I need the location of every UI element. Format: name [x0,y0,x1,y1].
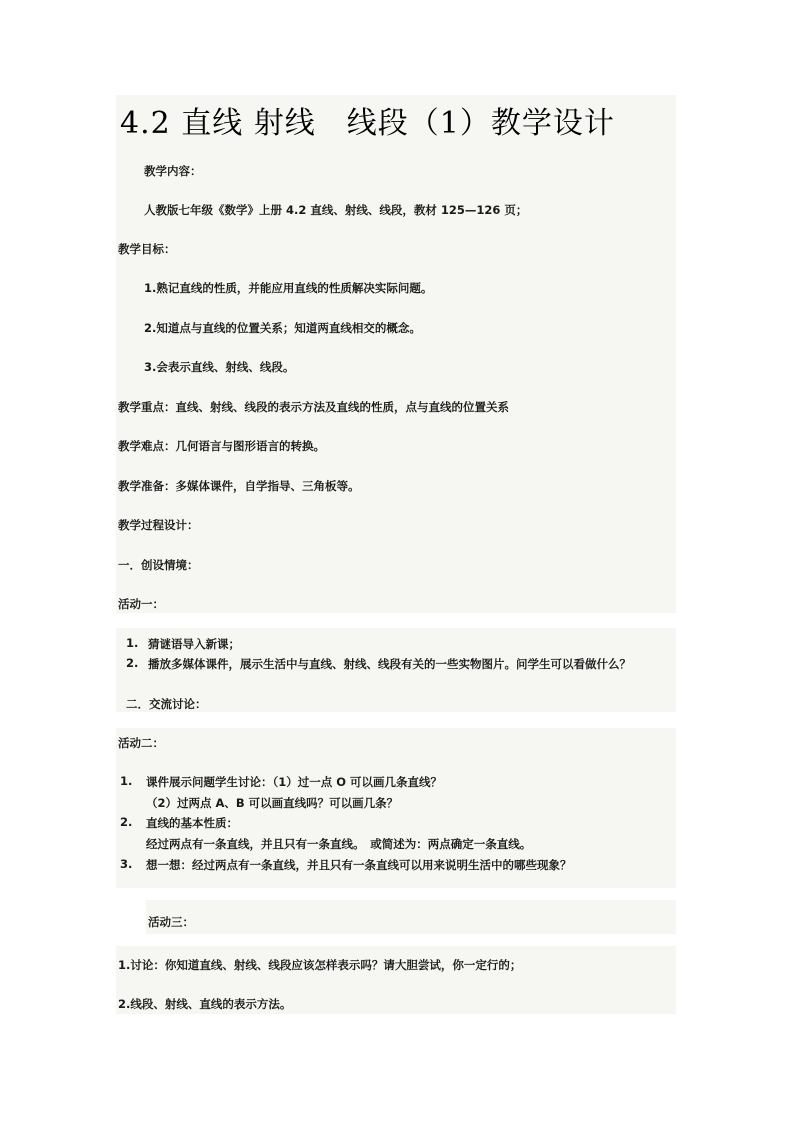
list-number: 1. [126,636,139,650]
content-label: 教学内容： [144,164,202,178]
list-item: 播放多媒体课件，展示生活中与直线、射线、线段有关的一些实物图片。问学生可以看做什么？ [148,657,631,671]
goal-item: 3.会表示直线、射线、线段。 [144,360,295,374]
section-heading: 一．创设情境： [118,558,199,572]
activity-label: 活动三： [148,915,194,929]
list-item-sub: 经过两点有一条直线，并且只有一条直线。 或简述为：两点确定一条直线。 [146,837,532,851]
goal-item: 2.知道点与直线的位置关系；知道两直线相交的概念。 [144,321,421,335]
section-heading: 二．交流讨论： [126,697,207,711]
page-title: 4.2 直线 射线 线段（1）教学设计 [120,106,615,141]
goal-item: 1.熟记直线的性质，并能应用直线的性质解决实际问题。 [144,281,433,295]
activity-label: 活动一： [118,597,164,611]
goals-label: 教学目标： [118,242,176,256]
list-item: 直线的基本性质： [146,816,238,830]
list-item: 想一想：经过两点有一条直线，并且只有一条直线可以用来说明生活中的哪些现象？ [146,858,572,872]
list-item: 课件展示问题学生讨论：（1）过一点 O 可以画几条直线？ [146,775,443,789]
list-item-sub: （2）过两点 A、B 可以画直线吗？可以画几条？ [146,796,399,810]
key-points: 教学重点：直线、射线、线段的表示方法及直线的性质，点与直线的位置关系 [118,400,509,414]
preparation: 教学准备：多媒体课件，自学指导、三角板等。 [118,479,360,493]
difficulties: 教学难点：几何语言与图形语言的转换。 [118,439,325,453]
list-item: 猜谜语导入新课； [148,637,240,651]
activity-label: 活动二： [118,736,164,750]
list-number: 2. [126,656,139,670]
list-number: 1. [120,774,133,788]
discussion-text: 1.讨论：你知道直线、射线、线段应该怎样表示吗？请大胆尝试，你一定行的； [118,958,522,972]
list-number: 2. [120,815,133,829]
process-label: 教学过程设计： [118,518,199,532]
content-text: 人教版七年级《数学》上册 4.2 直线、射线、线段，教材 125—126 页； [144,203,528,217]
bg-band-activity3 [146,900,676,934]
methods-text: 2.线段、射线、直线的表示方法。 [118,997,292,1011]
list-number: 3. [120,857,133,871]
